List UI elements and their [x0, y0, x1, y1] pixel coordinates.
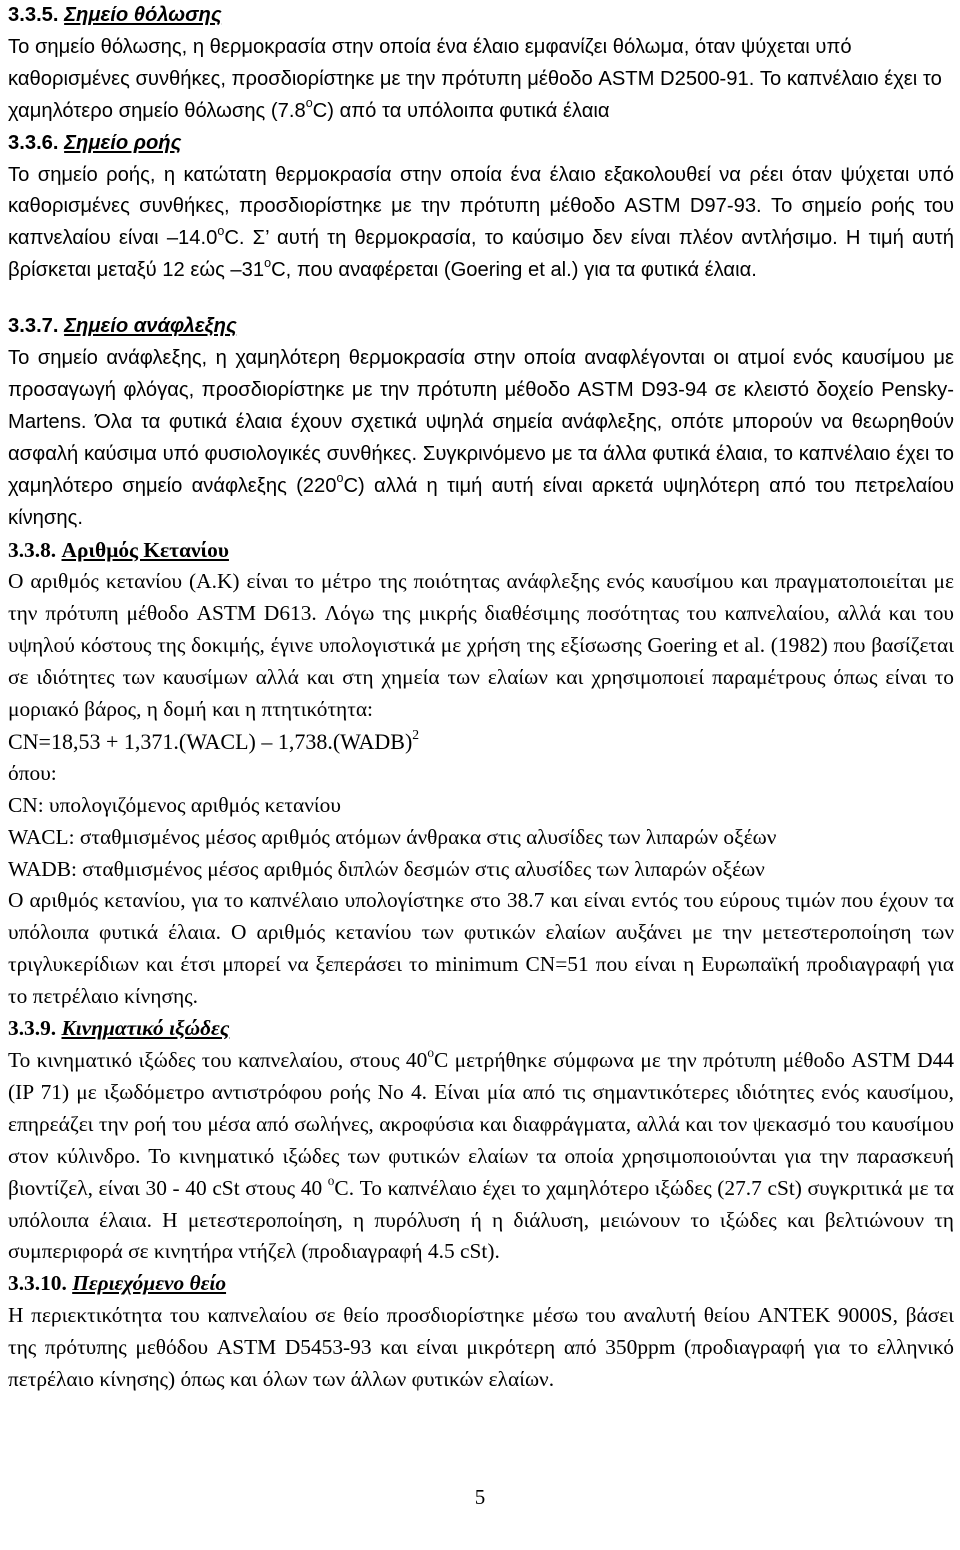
- section-number: 3.3.9.: [8, 1016, 57, 1041]
- section-title: Σημείο ροής: [64, 131, 182, 154]
- where-label: όπου:: [8, 760, 57, 785]
- formula-text: CN=18,53 + 1,371.(WACL) – 1,738.(WADB): [8, 728, 413, 754]
- text-run: C) αλλά η τιμή αυτή είναι αρκετά υψηλότερη από του πετρελαίου κίνησης.: [8, 474, 954, 529]
- paragraph: [8, 1045, 954, 1268]
- spacer: [8, 287, 954, 311]
- text-run: C. Σ’ αυτή τη θερμοκρασία, το καύσιμο δεν είναι πλέον αντλήσιμο. Η τιμή αυτή βρίσκεται μεταξύ 12 εώς –31: [8, 227, 954, 282]
- section-title: Αριθμός Κετανίου: [61, 537, 229, 562]
- text-run: Το κινηματικό ιξώδες του καπνελαίου, στους 40: [8, 1048, 428, 1072]
- section-3-3-10: [8, 1268, 954, 1396]
- section-3-3-5: [8, 0, 954, 128]
- paragraph: Ο αριθμός κετανίου (Α.Κ) είναι το μέτρο της ποιότητας ανάφλεξης ενός καυσίμου και πραγματοποιείται με την πρότυπη μέθοδο ASTM D613. Λόγω της μικρής διαθέσιμης ποσότητας του καπνελαίου, αλλά και του υψηλού κόστους της δοκιμής, έγινε υπολογιστικά με χρήση της εξίσωσης Goering et al. (1982) που βασίζεται σε ιδιότητες των καυσίμων αλλά και στη χημεία των ελαίων και χρησιμοποιεί παραμέτρους όπως είναι το μοριακό βάρος, η δομή και η πτητικότητα:: [8, 569, 954, 722]
- text-run: Το σημείο ροής, η κατώτατη θερμοκρασία στην οποία ένα έλαιο εξακολουθεί να ρέει όταν ψύχεται υπό καθορισμένες συνθήκες, προσδιορίστηκε με την πρότυπη μέθοδο ASTM D97-93. Το σημείο ροής του καπνελαίου είναι –14.0: [8, 163, 954, 250]
- paragraph: Η περιεκτικότητα του καπνελαίου σε θείο προσδιορίστηκε μέσω του αναλυτή θείου ANTEK 9000S, βάσει της πρότυπης μεθόδου ASTM D5453-93 και είναι μικρότερη από 350ppm (προδιαγραφή για το ελληνικό πετρέλαιο κίνησης) όπως και όλων των άλλων φυτικών ελαίων.: [8, 1303, 954, 1392]
- definition-wadb: WADB: σταθμισμένος μέσος αριθμός διπλών δεσμών στις αλυσίδες των λιπαρών οξέων: [8, 856, 765, 881]
- definition-cn: CN: υπολογιζόμενος αριθμός κετανίου: [8, 792, 341, 817]
- formula-exponent: 2: [412, 726, 420, 742]
- section-heading: [8, 311, 954, 343]
- section-heading: [8, 535, 954, 567]
- degree-superscript: ο: [217, 223, 225, 238]
- text-run: C μετρήθηκε σύμφωνα με την πρότυπη μέθοδο ASTM D44 (IP 71) με ιξωδόμετρο αντιστρόφου ροής No 4. Είναι μία από τις σημαντικότερες ιδιότητες ενός καυσίμου, επηρεάζει την ροή του μέσα από σωλήνες, ακροφύσια και διαφράγματα, αλλά και τον ψεκασμό του καυσίμου στον κύλινδρο. Το κινηματικό ιξώδες των φυτικών ελαίων τα οποία χρησιμοποιούνται για την παρασκευή βιοντίζελ, είναι 30 - 40 cSt στους 40: [8, 1048, 954, 1200]
- text-run: 7.8: [277, 99, 306, 122]
- text-run: C. Το καπνέλαιο έχει το χαμηλότερο ιξώδες (27.7 cSt) συγκριτικά με τα υπόλοιπα έλαια. Η μετεστεροποίηση, η πυρόλυση ή η διάλυση, μειώνουν το ιξώδες και βελτιώνουν τη συμπεριφορά σε κινητήρα ντήζελ (προδιαγραφή 4.5 cSt).: [8, 1175, 954, 1264]
- text-run: C) από τα υπόλοιπα φυτικά έλαια: [312, 99, 610, 122]
- section-title: Περιεχόμενο θείο: [72, 1271, 227, 1296]
- text-run: C, που αναφέρεται (Goering et al.) για τα φυτικά έλαια.: [271, 259, 757, 282]
- section-3-3-6: [8, 128, 954, 288]
- cetane-formula: [8, 726, 954, 758]
- text-run: Το σημείο θόλωσης, η θερμοκρασία στην οποία ένα έλαιο εμφανίζει θόλωμα, όταν ψύχεται υπό καθορισμένες συνθήκες, προσδιορίστηκε με την πρότυπη μέθοδο ASTM D2500-91. Το καπνέλαιο έχει το χαμηλότερο σημείο θόλωσης (: [8, 35, 942, 122]
- section-title: Σημείο ανάφλεξης: [64, 315, 237, 338]
- section-number: 3.3.5.: [8, 4, 59, 26]
- paragraph: [8, 160, 954, 288]
- degree-superscript: ο: [427, 1044, 434, 1060]
- page-number: 5: [474, 1485, 486, 1509]
- paragraph: [8, 32, 954, 128]
- degree-superscript: ο: [305, 96, 313, 111]
- section-number: 3.3.7.: [8, 315, 59, 338]
- section-heading: [8, 4, 222, 26]
- definition-wacl: WACL: σταθμισμένος μέσος αριθμός ατόμων άνθρακα στις αλυσίδες των λιπαρών οξέων: [8, 824, 777, 849]
- section-title: Κινηματικό ιξώδες: [61, 1016, 230, 1041]
- section-heading: [8, 1268, 954, 1300]
- section-3-3-9: [8, 1013, 954, 1268]
- section-number: 3.3.10.: [8, 1271, 67, 1296]
- section-number: 3.3.8.: [8, 537, 57, 562]
- degree-superscript: ο: [264, 255, 272, 270]
- text-run: Το σημείο ανάφλεξης, η χαμηλότερη θερμοκρασία στην οποία αναφλέγονται οι ατμοί ενός καυσίμου με προσαγωγή φλόγας, προσδιορίστηκε με την πρότυπη μέθοδο ASTM D93-94 σε κλειστό δοχείο Pensky-Martens. Όλα τα φυτικά έλαια έχουν σχετικά υψηλά σημεία ανάφλεξης, οπότε μπορούν να θεωρηθούν ασφαλή καύσιμα υπό φυσιολογικές συνθήκες. Συγκρινόμενο με τα άλλα φυτικά έλαια, το καπνέλαιο έχει το χαμηλότερο σημείο ανάφλεξης (220: [8, 347, 954, 497]
- paragraph: Ο αριθμός κετανίου, για το καπνέλαιο υπολογίστηκε στο 38.7 και είναι εντός του εύρους τιμών που έχουν τα υπόλοιπα φυτικά έλαια. Ο αριθμός κετανίου των φυτικών ελαίων αυξάνει με την μετεστεροποίηση των τριγλυκερίδιων και έτσι μπορεί να ξεπεράσει το minimum CN=51 που είναι η Ευρωπαϊκή προδιαγραφή για το πετρέλαιο κίνησης.: [8, 888, 954, 1009]
- paragraph: [8, 343, 954, 534]
- section-3-3-7: [8, 311, 954, 534]
- degree-superscript: ο: [327, 1172, 335, 1188]
- degree-superscript: ο: [336, 471, 344, 486]
- section-title: Σημείο θόλωσης: [64, 4, 222, 26]
- section-number: 3.3.6.: [8, 131, 59, 154]
- section-3-3-8: [8, 535, 954, 1014]
- section-heading: [8, 1013, 954, 1045]
- section-heading: [8, 128, 954, 160]
